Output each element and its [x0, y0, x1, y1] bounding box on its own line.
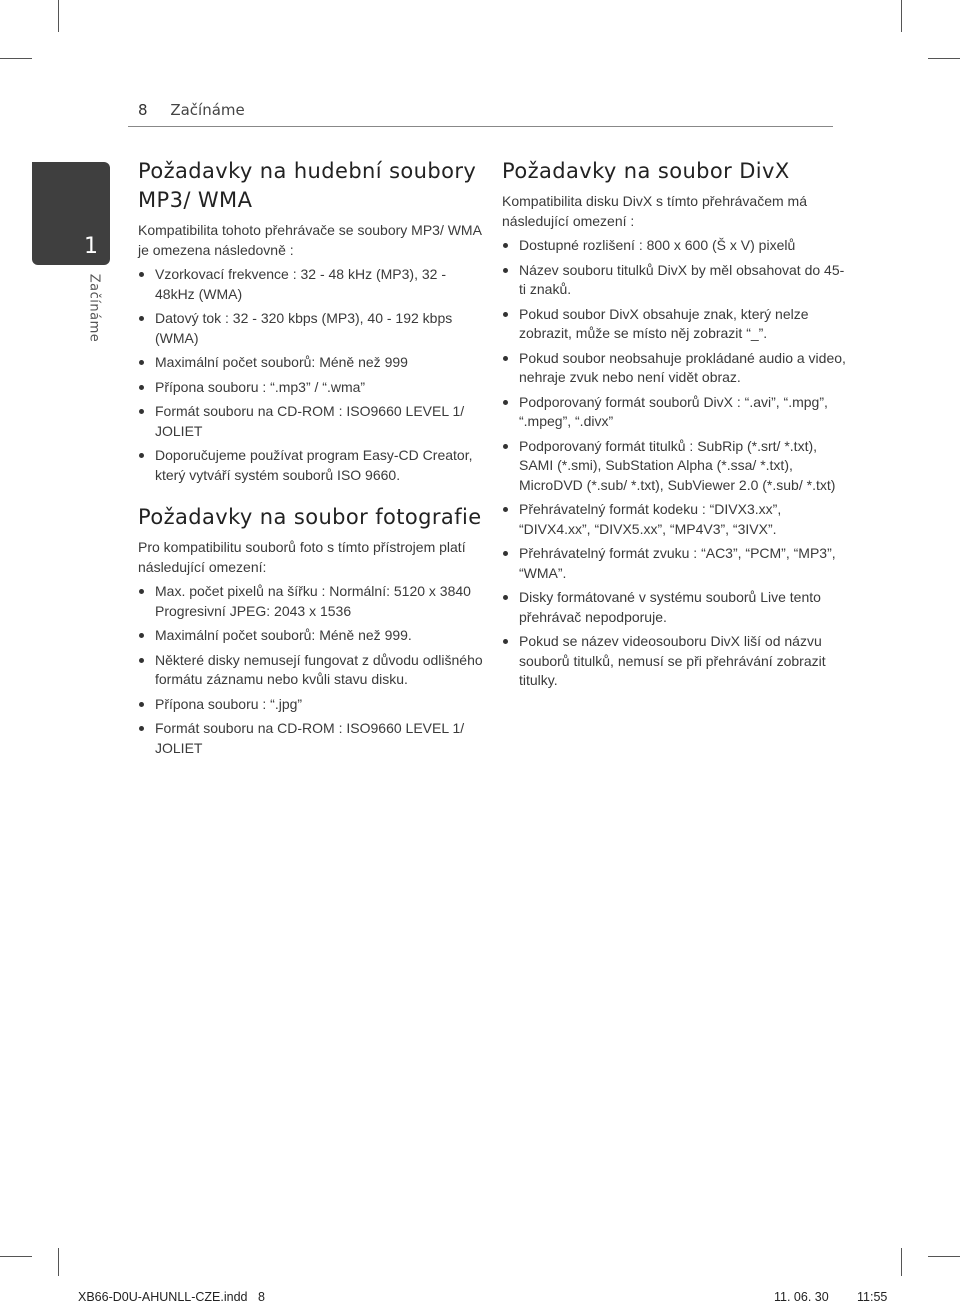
list-item: Podporovaný formát titulků : SubRip (*.srt/ *.txt), SAMI (*.smi), SubStation Alpha (*.ssa/ *.txt), MicroDVD (*.sub/ *.txt), SubViewer 2.0 (*.sub/ *.txt)	[502, 437, 847, 496]
list-item: Podporovaný formát souborů DivX : “.avi”, “.mpg”, “.mpeg”, “.divx”	[502, 393, 847, 432]
page-header	[138, 101, 245, 119]
list-item: Datový tok : 32 - 320 kbps (MP3), 40 - 192 kbps (WMA)	[138, 309, 483, 348]
list-item: Maximální počet souborů: Méně než 999.	[138, 626, 483, 646]
crop-mark	[0, 1256, 32, 1257]
requirements-list	[502, 236, 847, 691]
crop-mark	[928, 1256, 960, 1257]
section-intro: Kompatibilita disku DivX s tímto přehrávačem má následující omezení :	[502, 193, 807, 229]
section-intro: Kompatibilita tohoto přehrávače se soubory MP3/ WMA je omezena následovně :	[138, 222, 482, 258]
list-item: Disky formátované v systému souborů Live tento přehrávač nepodporuje.	[502, 588, 847, 627]
list-item: Přehrávatelný formát kodeku : “DIVX3.xx”, “DIVX4.xx”, “DIVX5.xx”, “MP4V3”, “3IVX”.	[502, 500, 847, 539]
page-number: 8	[138, 101, 148, 119]
footer-file: XB66-D0U-AHUNLL-CZE.indd	[78, 1290, 248, 1304]
chapter-tab-label: Začínáme	[86, 273, 102, 343]
section-title-mp3-wma: Požadavky na hudební soubory MP3/ WMA	[138, 159, 477, 212]
list-item: Pokud soubor neobsahuje prokládané audio a video, nehraje zvuk nebo není vidět obraz.	[502, 349, 847, 388]
list-item: Přípona souboru : “.mp3” / “.wma”	[138, 378, 483, 398]
crop-mark	[0, 58, 32, 59]
crop-mark	[58, 0, 59, 32]
list-item: Formát souboru na CD-ROM : ISO9660 LEVEL 1/ JOLIET	[138, 402, 483, 441]
chapter-title: Začínáme	[170, 101, 245, 119]
section-title-divx: Požadavky na soubor DivX	[502, 159, 790, 183]
footer-date: 11. 06. 30	[774, 1290, 829, 1304]
list-item: Maximální počet souborů: Méně než 999	[138, 353, 483, 373]
header-divider	[128, 126, 833, 127]
crop-mark	[928, 58, 960, 59]
list-item: Formát souboru na CD-ROM : ISO9660 LEVEL 1/ JOLIET	[138, 719, 483, 758]
list-item: Přípona souboru : “.jpg”	[138, 695, 483, 715]
left-column	[138, 157, 483, 763]
right-column	[502, 157, 847, 696]
section-title-photo: Požadavky na soubor fotografie	[138, 505, 482, 529]
list-item: Pokud soubor DivX obsahuje znak, který nelze zobrazit, může se místo něj zobrazit “_”.	[502, 305, 847, 344]
list-item: Některé disky nemusejí fungovat z důvodu odlišného formátu záznamu nebo kvůli stavu disku.	[138, 651, 483, 690]
crop-mark	[58, 1248, 59, 1276]
list-item: Max. počet pixelů na šířku : Normální: 5120 x 3840 Progresivní JPEG: 2043 x 1536	[138, 582, 483, 621]
chapter-tab	[32, 162, 110, 265]
list-item: Vzorkovací frekvence : 32 - 48 kHz (MP3), 32 - 48kHz (WMA)	[138, 265, 483, 304]
list-item: Název souboru titulků DivX by měl obsahovat do 45-ti znaků.	[502, 261, 847, 300]
footer-filename	[78, 1290, 265, 1304]
requirements-list	[138, 265, 483, 485]
list-item: Dostupné rozlišení : 800 x 600 (Š x V) pixelů	[502, 236, 847, 256]
section-intro: Pro kompatibilitu souborů foto s tímto přístrojem platí následující omezení:	[138, 539, 466, 575]
list-item: Doporučujeme používat program Easy-CD Creator, který vytváří systém souborů ISO 9660.	[138, 446, 483, 485]
crop-mark	[901, 1248, 902, 1276]
requirements-list	[138, 582, 483, 758]
list-item: Přehrávatelný formát zvuku : “AC3”, “PCM”, “MP3”, “WMA”.	[502, 544, 847, 583]
chapter-tab-number: 1	[84, 234, 98, 259]
footer-page: 8	[257, 1290, 265, 1304]
list-item: Pokud se název videosouboru DivX liší od názvu souborů titulků, nemusí se při přehrávání zobrazit titulky.	[502, 632, 847, 691]
crop-mark	[901, 0, 902, 32]
footer-time: 11:55	[857, 1290, 888, 1304]
